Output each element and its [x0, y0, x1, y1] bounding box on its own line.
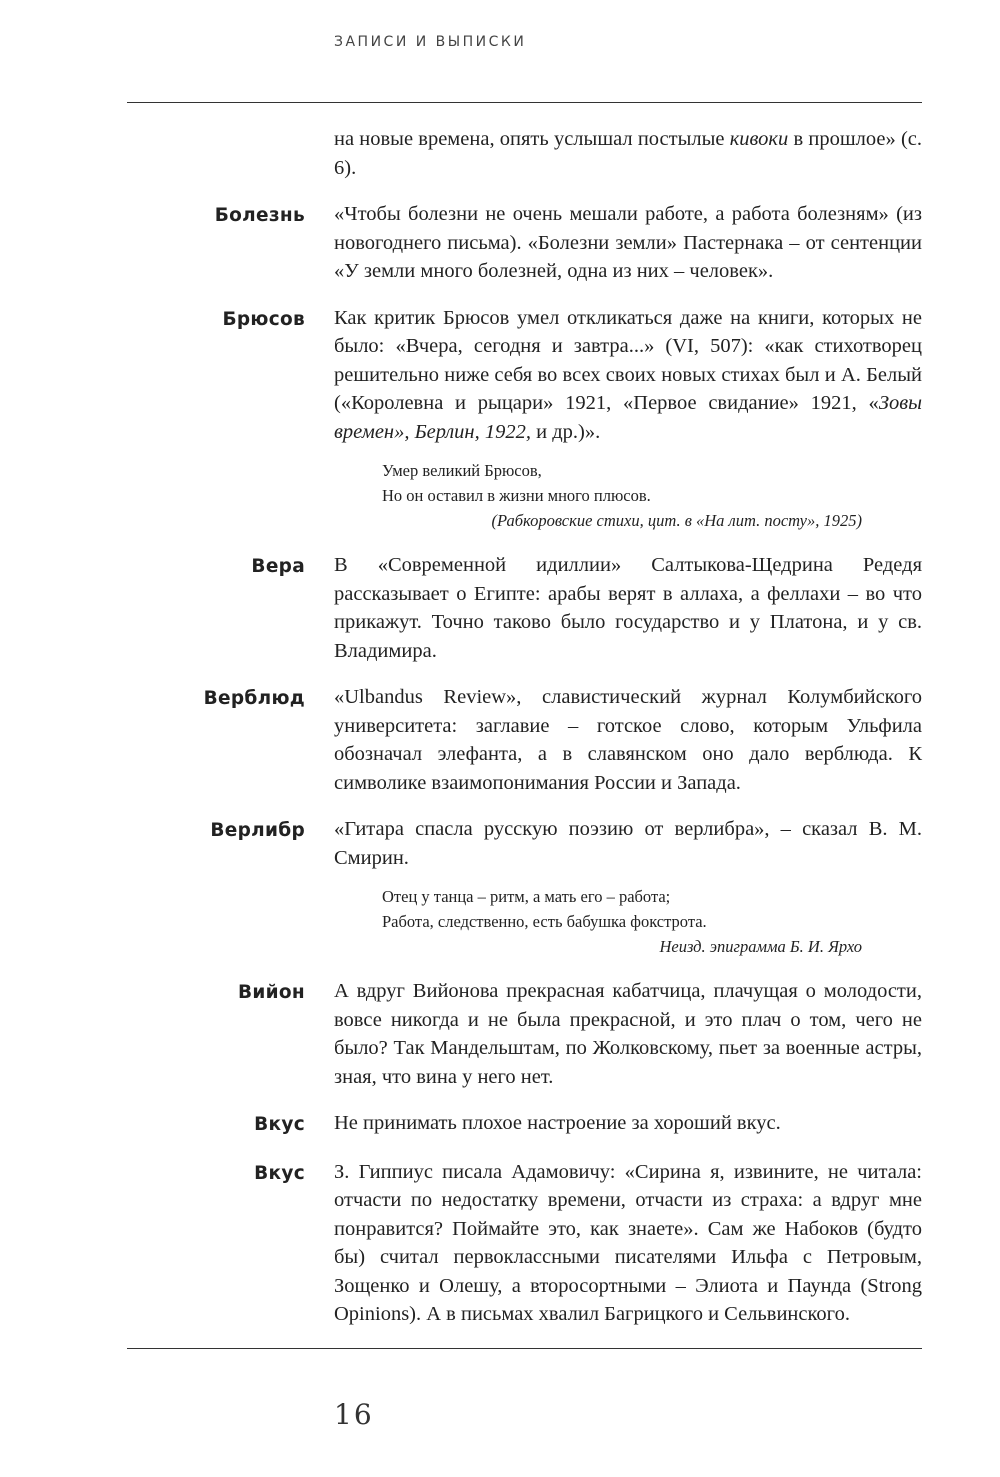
entry-term: Болезнь [214, 205, 305, 226]
verse-source: (Рабкоровские стихи, цит. в «На лит. посту», 1925) [491, 511, 862, 530]
page-number: 16 [334, 1398, 374, 1431]
header-rule [127, 102, 922, 103]
entry-term-empty [127, 125, 305, 182]
verse-quote [382, 884, 862, 959]
entry-term: Брюсов [222, 308, 305, 330]
entry-verlibr [127, 815, 922, 959]
continuation-italic: кивоки [729, 128, 789, 150]
entry-text [334, 125, 922, 182]
entry-verblyud [127, 683, 922, 797]
entry-vkus-2 [127, 1158, 922, 1329]
entry-term: Вкус [254, 1114, 305, 1135]
verse-source: Неизд. эпиграмма Б. И. Ярхо [659, 937, 862, 956]
verse-line: Но он оставил в жизни много плюсов. [382, 486, 651, 505]
continuation-text: на новые времена, опять услышал постылые [334, 128, 730, 150]
entry-text: З. Гиппиус писала Адамовичу: «Сирина я, извините, не читала: отчасти по недостатку времени, отчасти из страха: а вдруг мне понравится? Поймайте это, как знаете». Сам же Набоков (будто бы) считал первоклассными писателями Ильфа с Петровым, Зощенко и Олешу, а второсортными – Элиота и Паунда (Strong Opinions). А в письмах хвалил Багрицкого и Сельвинского. [334, 1160, 922, 1325]
entry-viyon [127, 977, 922, 1091]
verse-line: Умер великий Брюсов, [382, 461, 542, 480]
running-head: ЗАПИСИ И ВЫПИСКИ [334, 34, 527, 50]
entry-text-part: Как критик Брюсов умел откликаться даже на книги, которых не было: «Вчера, сегодня и завтра...» (VI, 507): «как стихотворец решительно ниже себя во всех своих новых стихах был и А. Белый («Королевна и рыцари» 1921, «Первое свидание» 1921, « [334, 306, 922, 414]
entry-text [334, 304, 922, 534]
continuation-text-end: в прошлое» (с. 6). [334, 128, 922, 179]
entry-text: «Чтобы болезни не очень мешали работе, а работа болезням» (из новогоднего письма). «Болезни земли» Пастернака – от сентенции «У земли много болезней, одна из них – человек». [334, 203, 922, 282]
entry-vera [127, 551, 922, 665]
entry-term: Верлибр [210, 820, 305, 841]
verse-line: Отец у танца – ритм, а мать его – работа; [382, 887, 671, 906]
entry-vkus [127, 1109, 922, 1140]
entry-text-part: и др.)». [530, 420, 601, 443]
entry-text: В «Современной идиллии» Салтыкова-Щедрина Редедя рассказывает о Египте: арабы верят в аллаха, а феллахи – во что прикажут. Точно таково было государство и у Платона, и у св. Владимира. [334, 554, 922, 662]
entry-text [334, 815, 922, 959]
entry-term: Вера [251, 556, 305, 577]
entry-term: Вкус [254, 1162, 305, 1184]
entry-term: Верблюд [203, 688, 305, 709]
footer-rule [127, 1348, 922, 1349]
entry-bryusov [127, 304, 922, 534]
entry-text-italic: Зовы времен», Берлин, 1922, [334, 392, 922, 443]
verse-quote [382, 458, 862, 533]
entry-text: «Ulbandus Review», славистический журнал Колумбийского университета: заглавие – готское слово, которым Ульфила обозначал элефанта, а в славянском оно дало верблюда. К символике взаимопонимания России и Запада. [334, 686, 922, 794]
entry-continuation [127, 125, 922, 182]
verse-line: Работа, следственно, есть бабушка фокстрота. [382, 912, 707, 931]
entry-bolezn [127, 200, 922, 286]
entry-paragraph: «Гитара спасла русскую поэзию от верлибра», – сказал В. М. Смирин. [334, 818, 922, 869]
entry-text: А вдруг Вийонова прекрасная кабатчица, плачущая о молодости, вовсе никогда и не была прекрасной, и это плач о том, чего не было? Так Мандельштам, по Жолковскому, пьет за военные астры, зная, что вина у него нет. [334, 980, 922, 1088]
entry-text: Не принимать плохое настроение за хороший вкус. [334, 1112, 781, 1134]
entry-paragraph [334, 304, 922, 447]
entry-term: Вийон [237, 982, 305, 1003]
page-body [127, 125, 922, 1347]
